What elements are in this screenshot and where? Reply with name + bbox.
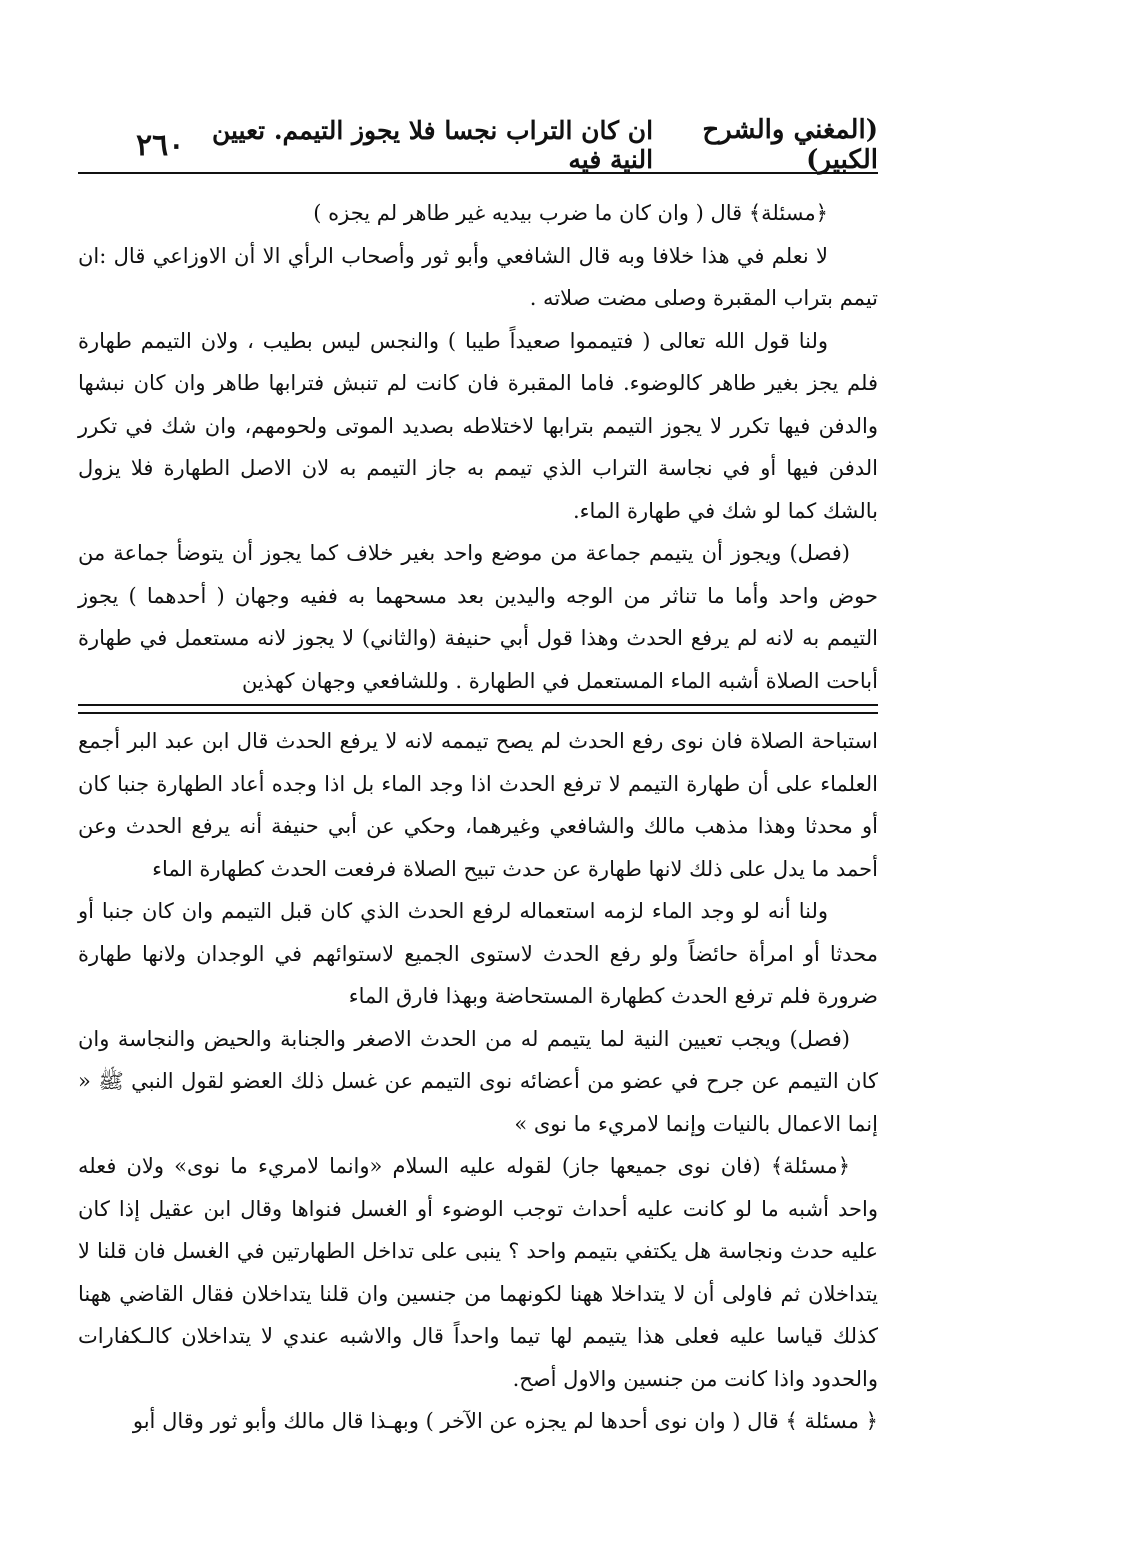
lower-text — [78, 720, 878, 1443]
commentary-paragraph: لا نعلم في هذا خلافا وبه قال الشافعي وأبو ثور وأصحاب الرأي الا أن الاوزاعي قال :ان تيمم بتراب المقبرة وصلى مضت صلاته . — [78, 243, 878, 310]
commentary-paragraph: استباحة الصلاة فان نوى رفع الحدث لم يصح تيممه لانه لا يرفع الحدث قال ابن عبد البر أجمع العلماء على أن طهارة التيمم لا ترفع الحدث اذا وجد الماء بل اذا وجده أعاد الطهارة جنبا كان أو محدثا وهذا مذهب مالك والشافعي وغيرهما، وحكي عن أبي حنيفة أنه يرفع الحدث وعن أحمد ما يدل على ذلك لانها طهارة عن حدث تبيح الصلاة فرفعت الحدث كطهارة الماء — [78, 729, 878, 881]
fasl-paragraph: (فصل) ويجوز أن يتيمم جماعة من موضع واحد بغير خلاف كما يجوز أن يتوضأ جماعة من حوض واحد وأما ما تناثر من الوجه واليدين بعد مسحهما به ففيه وجهان ( أحدهما ) يجوز التيمم به لانه لم يرفع الحدث وهذا قول أبي حنيفة (والثاني) لا يجوز لانه مستعمل في طهارة أباحت الصلاة أشبه الماء المستعمل في الطهارة . وللشافعي وجهان كهذين — [78, 541, 878, 693]
running-header — [78, 115, 878, 175]
masala-paragraph: ﴿مسئلة﴾ (فان نوى جميعها جاز) لقوله عليه السلام «وانما لامريء ما نوى» ولان فعله واحد أشبه ما لو كانت عليه أحداث توجب الوضوء أو الغسل فنواها وقال ابن عقيل إذا كان عليه حدث ونجاسة هل يكتفي بتيمم واحد ؟ ينبى على تداخل الطهارتين في الغسل فان قلنا لا يتداخلان ثم فاولى أن لا يتداخلا ههنا لكونهما من جنسين وان قلنا يتداخلان فقال القاضي ههنا كذلك قياسا عليه فعلى هذا يتيمم لها تيما واحداً قال والاشبه عندي لا يتداخلان كالـكفارات والحدود واذا كانت من جنسين والاول أصح. — [78, 1154, 878, 1391]
running-title: ان كان التراب نجسا فلا يجوز التيمم. تعيين النية فيه — [211, 116, 654, 174]
commentary-paragraph: ولنا أنه لو وجد الماء لزمه استعماله لرفع الحدث الذي كان قبل التيمم وان كان جنبا أو محدثا أو امرأة حائضاً ولو رفع الحدث لاستوى الجميع لاستوائهم في الوجدان ولانها طهارة ضرورة فلم ترفع الحدث كطهارة المستحاضة وبهذا فارق الماء — [78, 899, 878, 1008]
page-number: ٢٦٠ — [136, 127, 185, 163]
masala-paragraph: ﴿مسئلة﴾ قال ( وان كان ما ضرب بيديه غير طاهر لم يجزه ) — [313, 201, 828, 225]
masala-paragraph: ﴿ مسئلة ﴾ قال ( وان نوى أحدها لم يجزه عن الآخر ) وبهـذا قال مالك وأبو ثور وقال أبو — [132, 1409, 878, 1433]
section-divider — [78, 704, 878, 714]
upper-text — [78, 192, 878, 702]
book-title: (المغني والشرح الكبير) — [702, 115, 878, 175]
commentary-paragraph: ولنا قول الله تعالى ( فتيمموا صعيداً طيبا ) والنجس ليس بطيب ، ولان التيمم طهارة فلم يجز بغير طاهر كالوضوء. فاما المقبرة فان كانت لم تنبش فترابها طاهر وان كان نبشها والدفن فيها تكرر لا يجوز التيمم بترابها لاختلاطه بصديد الموتى ولحومهم، وان شك في تكرر الدفن فيها أو في نجاسة التراب الذي تيمم به جاز التيمم به لان الاصل الطهارة فلا يزول بالشك كما لو شك في طهارة الماء. — [78, 328, 878, 523]
fasl-paragraph: (فصل) ويجب تعيين النية لما يتيمم له من الحدث الاصغر والجنابة والحيض والنجاسة وان كان التيمم عن جرح في عضو من أعضائه نوى التيمم عن غسل ذلك العضو لقول النبي ﷺ « إنما الاعمال بالنيات وإنما لامريء ما نوى » — [78, 1026, 878, 1136]
header-rule — [78, 172, 878, 174]
